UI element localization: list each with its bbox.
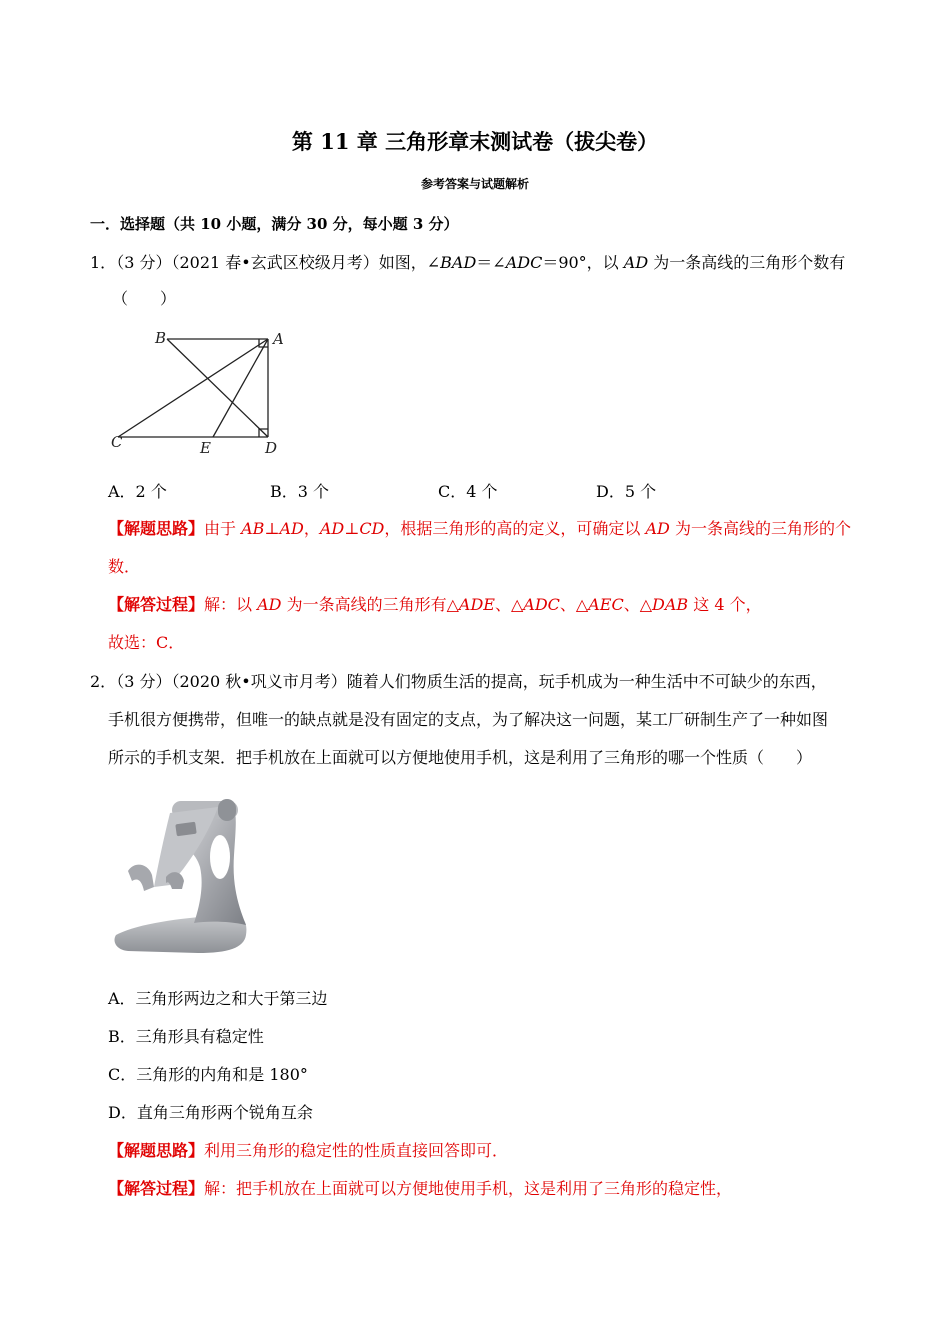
q1-analysis: 【解题思路】由于 AB⊥AD，AD⊥CD，根据三角形的高的定义，可确定以 AD 为一条高线的三角形的个 — [108, 519, 851, 538]
q2-stem-line1: 2．（3 分）（2020 秋•巩义市月考）随着人们物质生活的提高，玩手机成为一种生活中不可缺少的东西， — [90, 672, 827, 691]
analysis-tag: 【解题思路】 — [108, 519, 205, 538]
q1-option-d: D．5 个 — [596, 482, 657, 501]
segment-ca — [118, 339, 268, 437]
page-title: 第 11 章 三角形章末测试卷（拔尖卷） — [291, 129, 659, 154]
label-b: B — [155, 329, 167, 347]
segment-bd — [167, 339, 268, 437]
q1-blank: （ ） — [112, 289, 177, 308]
q2-stem-line2: 手机很方便携带，但唯一的缺点就是没有固定的支点，为了解决这一问题，某工厂研制生产了一种如图 — [108, 710, 829, 729]
solution-tag: 【解答过程】 — [108, 1179, 205, 1198]
stand-hook-right — [166, 872, 184, 889]
q1-number: 1． — [90, 253, 117, 272]
q1-option-b: B．3 个 — [270, 482, 330, 501]
q1-solution: 【解答过程】解：以 AD 为一条高线的三角形有△ADE、△ADC、△AEC、△DAB 这 4 个， — [108, 595, 762, 614]
label-e: E — [200, 439, 211, 457]
q2-analysis: 【解题思路】利用三角形的稳定性的性质直接回答即可． — [108, 1141, 509, 1160]
label-c: C — [111, 433, 123, 451]
q2-option-c: C．三角形的内角和是 180° — [108, 1065, 308, 1084]
phone-stand-image — [108, 785, 278, 965]
section-heading: 一．选择题（共 10 小题，满分 30 分，每小题 3 分） — [90, 215, 459, 233]
label-d: D — [265, 439, 278, 457]
q1-stem: 1．（3 分）（2021 春•玄武区校级月考）如图，∠BAD＝∠ADC＝90°，以 AD 为一条高线的三角形个数有 — [90, 253, 846, 272]
solution-tag: 【解答过程】 — [108, 595, 205, 614]
segment-ea — [213, 339, 268, 437]
stand-hole — [210, 835, 230, 879]
q1-meta: （3 分）（2021 春•玄武区校级月考） — [116, 253, 379, 272]
q1-option-a: A．2 个 — [108, 482, 167, 501]
label-a: A — [273, 330, 284, 348]
q1-choice: 故选：C． — [108, 633, 185, 652]
q2-solution: 【解答过程】解：把手机放在上面就可以方便地使用手机，这是利用了三角形的稳定性， — [108, 1179, 733, 1198]
q1-analysis-cont: 数． — [108, 557, 141, 576]
page-subtitle: 参考答案与试题解析 — [420, 177, 529, 191]
q2-option-a: A．三角形两边之和大于第三边 — [108, 989, 328, 1008]
q1-figure — [105, 325, 305, 460]
q2-number: 2． — [90, 672, 117, 691]
q2-stem-line3: 所示的手机支架．把手机放在上面就可以方便地使用手机，这是利用了三角形的哪一个性质（ ） — [108, 748, 813, 767]
q1-option-c: C．4 个 — [438, 482, 498, 501]
analysis-tag: 【解题思路】 — [108, 1141, 205, 1160]
q2-option-d: D．直角三角形两个锐角互余 — [108, 1103, 313, 1122]
q2-option-b: B．三角形具有稳定性 — [108, 1027, 264, 1046]
stand-hook-left — [128, 865, 154, 891]
